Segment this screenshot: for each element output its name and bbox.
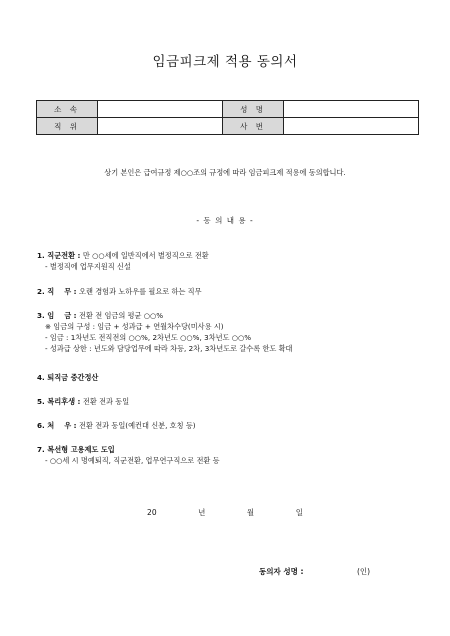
item-text: 전환 전 임금의 평균 ○○%	[79, 311, 164, 320]
employee-id-field[interactable]	[284, 118, 419, 135]
item-detail: ※ 임금의 구성 : 임금 + 성과급 + 연월차수당(미사용 시)	[45, 322, 224, 331]
document-title: 임금피크제 적용 동의서	[152, 54, 298, 70]
section-title: - 동 의 내 용 -	[196, 216, 254, 225]
item-detail: - ○○세 시 명예퇴직, 직군전환, 업무연구직으로 전환 등	[45, 456, 220, 465]
consent-item-5	[37, 396, 129, 407]
dept-field[interactable]	[98, 101, 223, 118]
item-heading: 직 무	[47, 287, 72, 296]
consent-item-4	[37, 372, 98, 383]
item-number: 1.	[37, 251, 45, 260]
item-number: 3.	[37, 311, 45, 320]
position-field[interactable]	[98, 118, 223, 135]
table-row	[37, 118, 419, 135]
item-separator: :	[71, 287, 80, 296]
item-text: 전환 전과 동일	[82, 397, 130, 406]
item-heading: 처 우	[47, 421, 72, 430]
item-heading: 복선형 고용제도 도입	[47, 445, 115, 454]
name-label: 성 명	[223, 101, 284, 118]
seal-mark: (인)	[357, 567, 371, 576]
item-text: 오랜 경험과 노하우를 필요로 하는 직무	[79, 287, 202, 296]
item-detail: - 별정직에 업무지원직 신설	[45, 262, 131, 271]
consent-statement: 상기 본인은 급여규정 제○○조의 규정에 따라 임금피크제 적용에 동의합니다.	[104, 168, 346, 177]
consent-item-3	[37, 310, 293, 354]
item-text: 전환 전과 동일(예컨대 신분, 호칭 등)	[79, 421, 196, 430]
signer-label	[259, 566, 303, 577]
item-separator: :	[71, 311, 80, 320]
position-label: 직 위	[37, 118, 98, 135]
item-separator: :	[71, 421, 80, 430]
consent-item-2	[37, 286, 202, 297]
item-heading: 복리후생	[47, 397, 76, 406]
item-heading: 퇴직금 중간정산	[47, 373, 99, 382]
item-number: 6.	[37, 421, 45, 430]
item-number: 5.	[37, 397, 45, 406]
consent-item-6	[37, 420, 196, 431]
item-heading: 임 금	[47, 311, 72, 320]
consent-item-1	[37, 250, 209, 272]
dept-label: 소 속	[37, 101, 98, 118]
item-number: 4.	[37, 373, 45, 382]
employee-info-table	[36, 100, 419, 135]
table-row	[37, 101, 419, 118]
item-number: 2.	[37, 287, 45, 296]
item-text: 만 ○○세에 일반직에서 별정직으로 전환	[82, 251, 209, 260]
item-detail: - 임금 : 1차년도 전직전의 ○○%, 2차년도 ○○%, 3차년도 ○○%	[45, 333, 252, 342]
date-line: 20 년 월 일	[147, 508, 303, 517]
consent-item-7	[37, 444, 220, 466]
employee-id-label: 사 번	[223, 118, 284, 135]
item-separator: :	[75, 251, 83, 260]
signer-label-text: 동의자 성명 :	[259, 567, 304, 576]
item-number: 7.	[37, 445, 45, 454]
item-detail: - 성과급 상한 : 년도와 담당업무에 따라 차등, 2차, 3차년도로 갈수록 한도 확대	[45, 344, 293, 353]
item-heading: 직군전환	[47, 251, 76, 260]
item-separator: :	[75, 397, 83, 406]
name-field[interactable]	[284, 101, 419, 118]
